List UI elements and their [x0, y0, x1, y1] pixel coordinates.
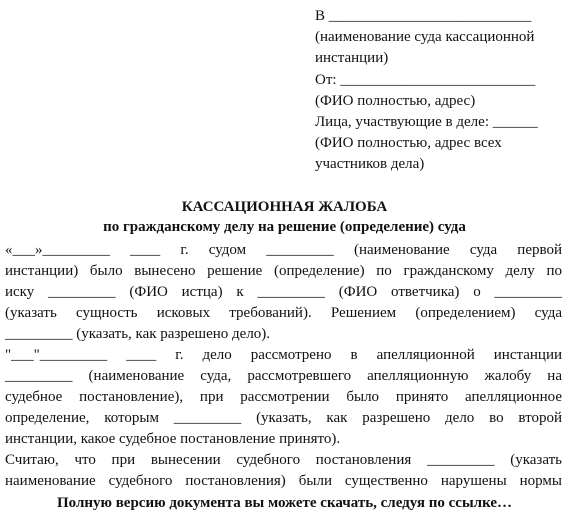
body-line: инстанции, какое судебное постановление принято). [5, 431, 341, 447]
download-full-version-link[interactable]: Полную версию документа вы можете скачать, следуя по ссылке… [56, 495, 513, 511]
body-line: определение, которым _________ (указать, как разрешено дело во второй [5, 410, 562, 426]
body-line: судебное постановление), при рассмотрении было принято апелляционное [5, 389, 562, 405]
body-line: наименование судебного постановления) были существенно нарушены нормы [5, 473, 562, 489]
recipient-line-parties-hint: (ФИО полностью, адрес всех [315, 135, 502, 152]
body-line: _________ (указать, как разрешено дело). [5, 326, 271, 342]
body-line: инстанции) было вынесено решение (определение) по гражданскому делу по [5, 263, 562, 279]
body-line: (указать сущность исковых требований). Решением (определением) суда [5, 305, 562, 321]
body-line: «___»_________ ____ г. судом _________ (наименование суда первой [5, 242, 562, 258]
recipient-line-parties-hint-cont: участников дела) [315, 156, 425, 173]
body-line: Считаю, что при вынесении судебного постановления _________ (указать [5, 452, 562, 468]
body-line: иску _________ (ФИО истца) к _________ (ФИО ответчика) о _________ [5, 284, 562, 300]
body-line: _________ (наименование суда, рассмотревшего апелляционную жалобу на [5, 368, 562, 384]
document-title: КАССАЦИОННАЯ ЖАЛОБА [181, 199, 388, 215]
recipient-line-court-hint: (наименование суда кассационной [315, 29, 535, 46]
document-subtitle: по гражданскому делу на решение (определение) суда [103, 219, 466, 235]
document-body [5, 240, 562, 492]
recipient-line-from: От: __________________________ [315, 71, 536, 88]
recipient-line-court: В ___________________________ [315, 8, 532, 24]
recipient-line-court-hint-cont: инстанции) [315, 50, 389, 67]
recipient-line-parties: Лица, участвующие в деле: ______ [315, 113, 538, 130]
recipient-line-from-hint: (ФИО полностью, адрес) [315, 92, 476, 109]
recipient-block [315, 6, 565, 176]
body-line: "___"_________ ____ г. дело рассмотрено в апелляционной инстанции [5, 347, 562, 363]
